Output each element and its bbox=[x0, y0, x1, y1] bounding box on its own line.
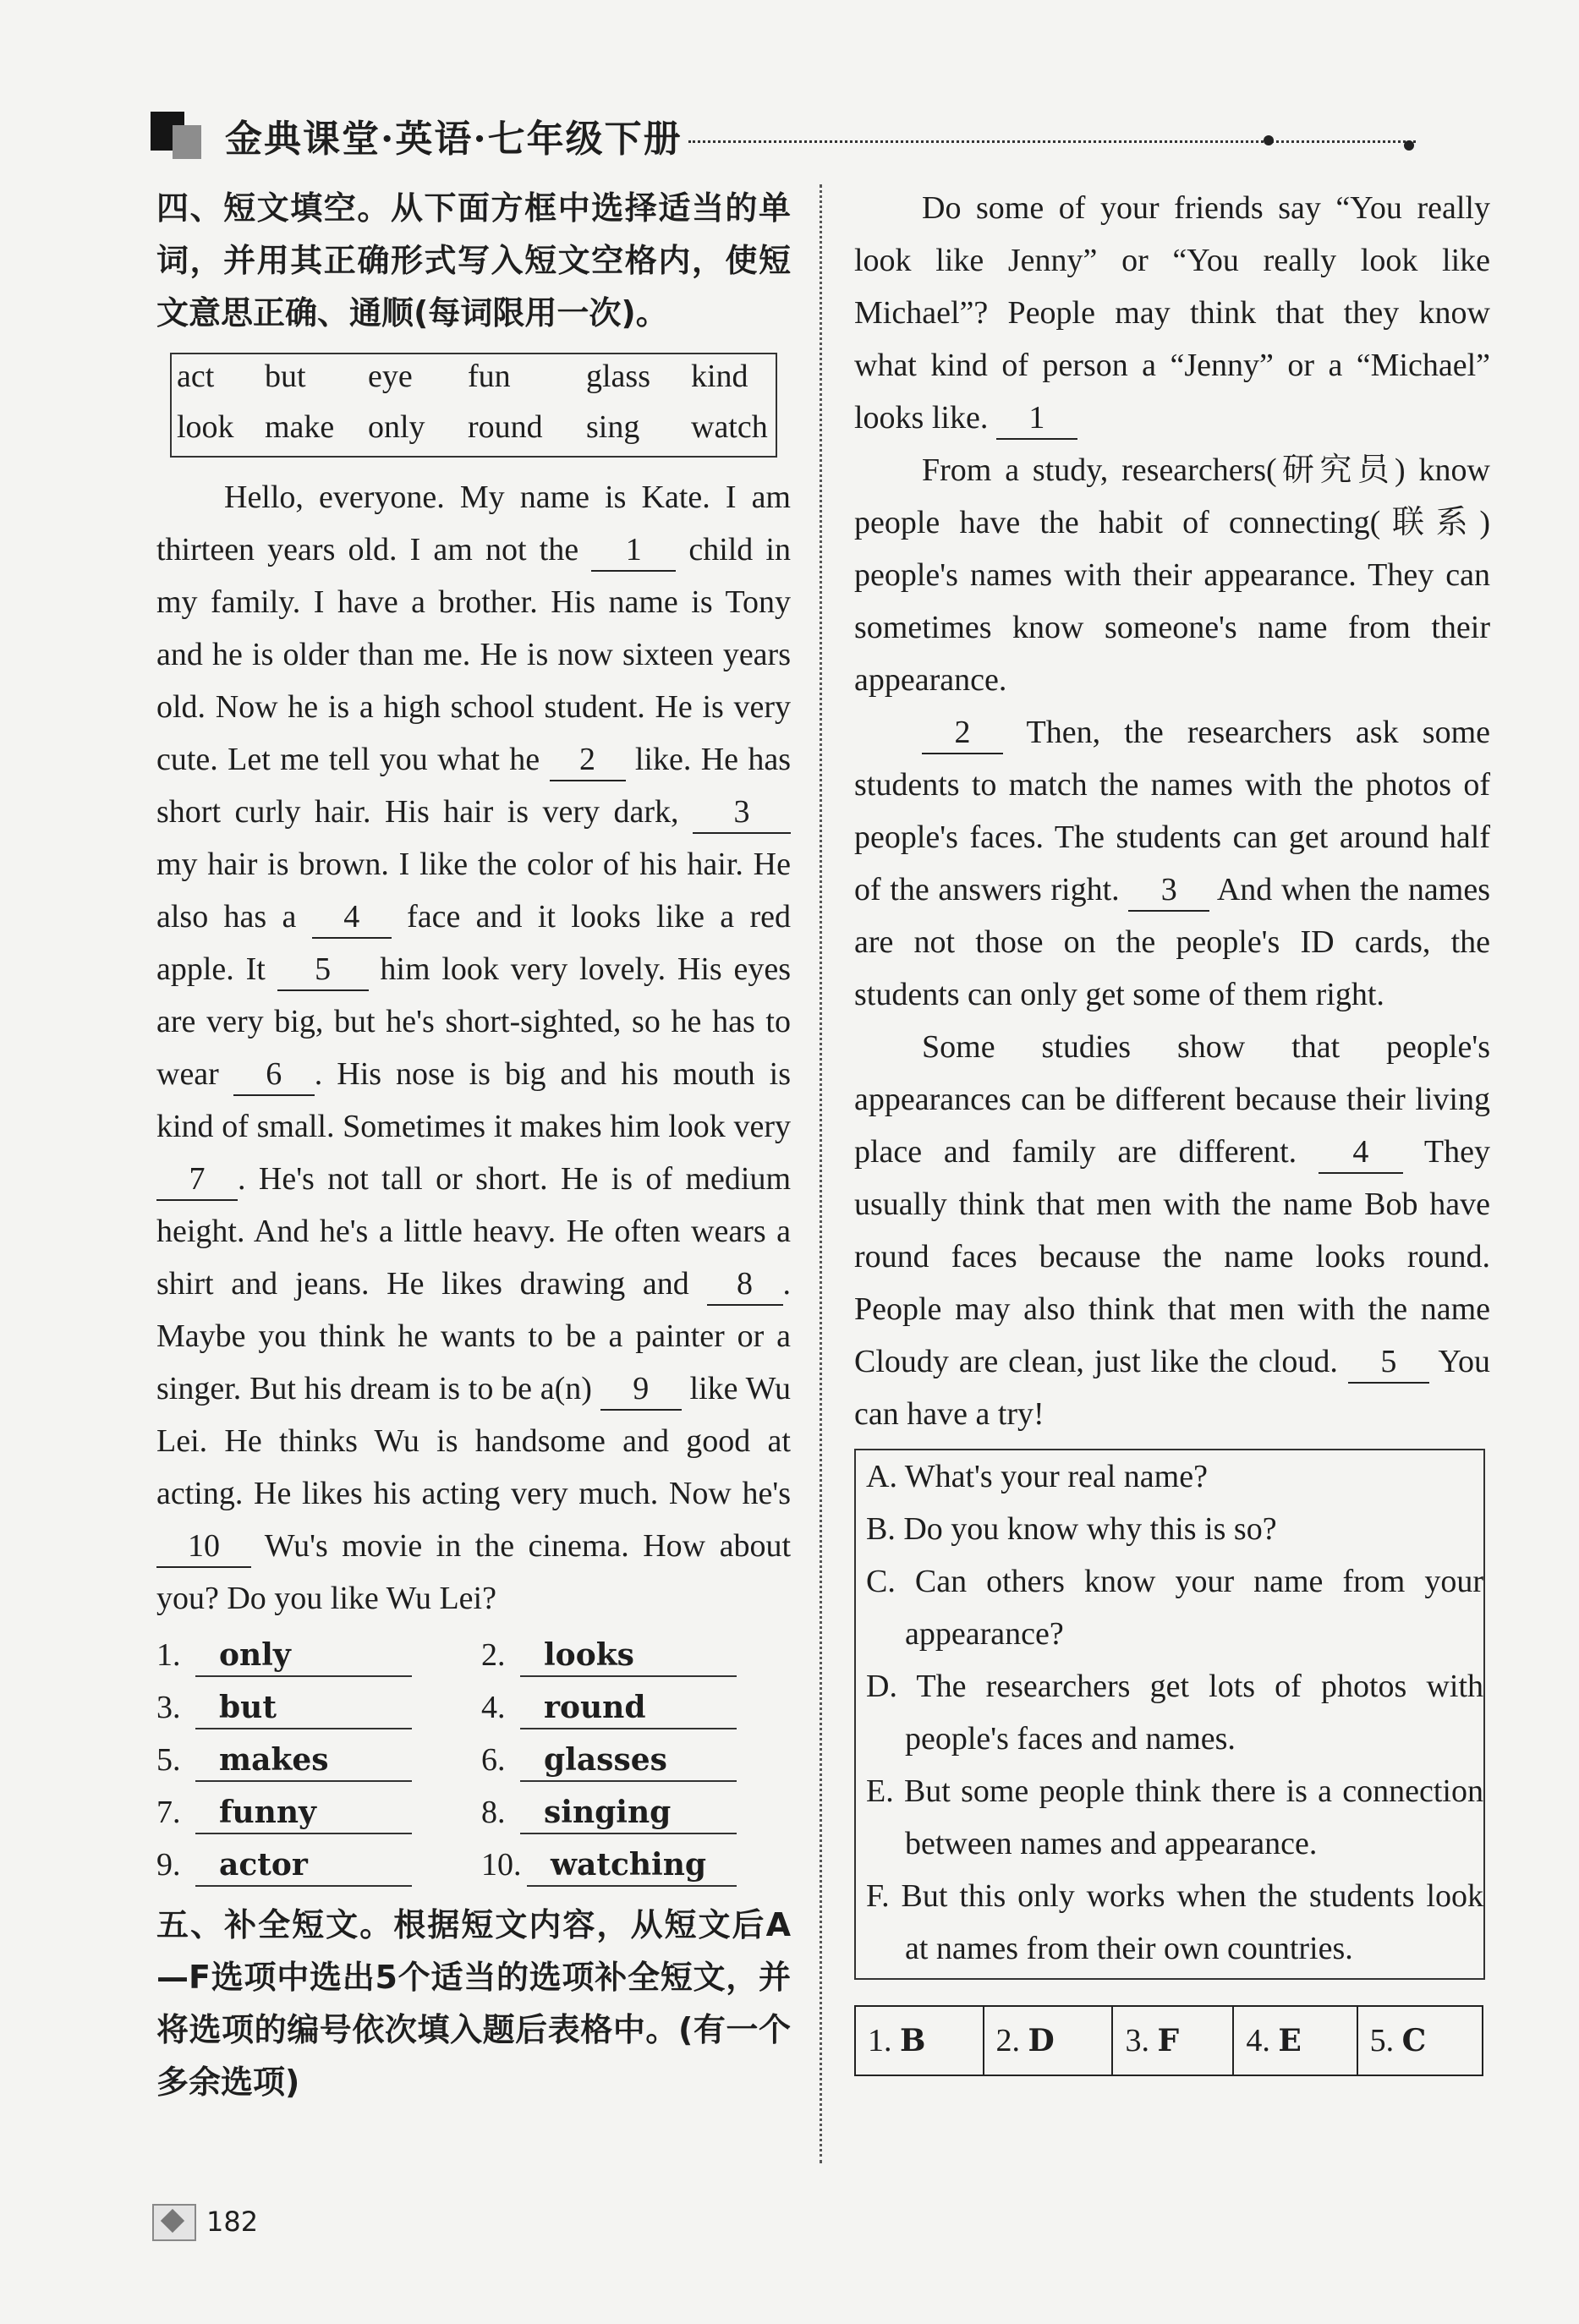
answer-3-field[interactable]: but bbox=[195, 1687, 412, 1729]
option-b: B. Do you know why this is so? bbox=[866, 1511, 1277, 1547]
answer-item: 6. glasses bbox=[481, 1735, 737, 1785]
answer-cell-1[interactable]: 1. B bbox=[855, 2006, 984, 2075]
blank-6: 6 bbox=[233, 1054, 315, 1096]
left-column bbox=[156, 182, 791, 2108]
answer-7-field[interactable]: funny bbox=[195, 1792, 412, 1834]
header-dot bbox=[1404, 140, 1414, 151]
page-header bbox=[151, 108, 1419, 167]
header-dot bbox=[1264, 135, 1274, 145]
page-number-icon bbox=[152, 2204, 196, 2241]
passage-text: Some studies show that people's appearances can be different because their living place and family are different. bbox=[854, 1029, 1490, 1170]
passage-text: like Wu Lei. He thinks Wu is handsome and good at acting. He likes his acting very much. Now he's bbox=[156, 1371, 791, 1511]
passage-text: . Maybe you think he wants to be a painter or a singer. But his dream is to be a(n) bbox=[156, 1266, 791, 1406]
answer-item: 9. actor bbox=[156, 1839, 412, 1890]
passage-text: Do some of your friends say “You really look like Jenny” or “You really look like Michael”? People may think that they know what kind of person a “Jenny” or a “Michael” looks like. bbox=[854, 190, 1490, 436]
answer-item: 8. singing bbox=[481, 1787, 737, 1838]
section5-paragraph bbox=[854, 444, 1490, 706]
answer-cell-2[interactable]: 2. D bbox=[984, 2006, 1113, 2075]
passage-text: him look very lovely. His eyes are very big, but he's short-sighted, so he has to wear bbox=[156, 951, 791, 1092]
blank-8: 8 bbox=[707, 1263, 783, 1306]
answer-item: 2. looks bbox=[481, 1630, 737, 1680]
answer-cell-5[interactable]: 5. C bbox=[1357, 2006, 1483, 2075]
blank-2: 2 bbox=[550, 739, 626, 781]
passage-text: And when the names are not those on the people's ID cards, the students can only get some of them right. bbox=[854, 872, 1490, 1012]
header-dotted-line bbox=[688, 140, 1416, 143]
passage-text: Wu's movie in the cinema. How about you? Do you like Wu Lei? bbox=[156, 1528, 791, 1616]
answer-9-field[interactable]: actor bbox=[195, 1844, 412, 1887]
blank-4: 4 bbox=[312, 896, 392, 939]
page-number: 182 bbox=[206, 2206, 259, 2238]
blank-4: 4 bbox=[1319, 1132, 1403, 1174]
answer-item: 7. funny bbox=[156, 1787, 412, 1838]
blank-5: 5 bbox=[1348, 1341, 1429, 1384]
options-box bbox=[854, 1449, 1485, 1980]
answer-row bbox=[156, 1839, 791, 1892]
answer-6-field[interactable]: glasses bbox=[520, 1740, 737, 1782]
header-logo-shadow bbox=[173, 125, 201, 159]
section5-paragraph bbox=[854, 182, 1490, 444]
column-divider bbox=[820, 184, 822, 2163]
answer-4-field[interactable]: round bbox=[520, 1687, 737, 1729]
word-box-item: but bbox=[265, 359, 306, 394]
answer-1-field[interactable]: only bbox=[195, 1635, 412, 1677]
passage-text: like. He has short curly hair. His hair is very dark, bbox=[156, 742, 792, 830]
section4-answers bbox=[156, 1630, 791, 1892]
answer-item: 1. only bbox=[156, 1630, 412, 1680]
section4-passage bbox=[156, 471, 791, 1625]
word-box-item: only bbox=[368, 409, 425, 445]
answer-row bbox=[156, 1787, 791, 1839]
blank-2: 2 bbox=[922, 712, 1003, 754]
answer-item: 5. makes bbox=[156, 1735, 412, 1785]
blank-10: 10 bbox=[156, 1526, 251, 1568]
answer-table bbox=[854, 2005, 1483, 2076]
answer-item: 3. but bbox=[156, 1682, 412, 1733]
passage-text: They usually think that men with the name Bob have round faces because the name looks round. People may also think that men with the name Cloudy are clean, just like the cloud. bbox=[854, 1134, 1490, 1379]
word-box-item: make bbox=[265, 409, 335, 445]
section4-instruction: 四、短文填空。从下面方框中选择适当的单词，并用其正确形式写入短文空格内，使短文意思正确、通顺(每词限用一次)。 bbox=[156, 189, 791, 332]
diamond-icon bbox=[161, 2209, 184, 2233]
section5-paragraph bbox=[854, 1021, 1490, 1440]
word-box-item: look bbox=[177, 409, 234, 445]
answer-row bbox=[156, 1682, 791, 1735]
answer-cell-4[interactable]: 4. E bbox=[1233, 2006, 1357, 2075]
blank-3: 3 bbox=[693, 792, 791, 834]
passage-text: . His nose is big and his mouth is kind of small. Sometimes it makes him look very bbox=[156, 1056, 791, 1144]
blank-9: 9 bbox=[600, 1368, 682, 1411]
right-column bbox=[854, 182, 1490, 2076]
word-box bbox=[170, 353, 777, 458]
answer-2-field[interactable]: looks bbox=[520, 1635, 737, 1677]
header-title: 金典课堂·英语·七年级下册 bbox=[225, 118, 683, 161]
option-c: C. Can others know your name from your appearance? bbox=[866, 1564, 1483, 1652]
passage-text: Hello, everyone. My name is Kate. I am thirteen years old. I am not the bbox=[156, 480, 791, 567]
passage-text: From a study, researchers(研究员) know people have the habit of connecting(联系) people's names with their appearance. They can sometimes know someone's name from their appearance. bbox=[854, 452, 1490, 698]
option-e: E. But some people think there is a connection between names and appearance. bbox=[866, 1773, 1483, 1861]
answer-10-field[interactable]: watching bbox=[527, 1844, 737, 1887]
passage-text: my hair is brown. I like the color of his hair. He also has a bbox=[156, 847, 791, 935]
answer-row bbox=[156, 1630, 791, 1682]
blank-7: 7 bbox=[156, 1159, 238, 1201]
answer-8-field[interactable]: singing bbox=[520, 1792, 737, 1834]
blank-3: 3 bbox=[1128, 869, 1209, 912]
answer-item: 4. round bbox=[481, 1682, 737, 1733]
passage-text: . He's not tall or short. He is of medium height. And he's a little heavy. He often wears a shirt and jeans. He likes drawing and bbox=[156, 1161, 791, 1302]
passage-text: face and it looks like a red apple. It bbox=[156, 899, 792, 987]
word-box-item: fun bbox=[468, 359, 511, 394]
option-f: F. But this only works when the students look at names from their own countries. bbox=[866, 1878, 1483, 1966]
word-box-item: act bbox=[177, 359, 215, 394]
answer-cell-3[interactable]: 3. F bbox=[1112, 2006, 1233, 2075]
option-d: D. The researchers get lots of photos with people's faces and names. bbox=[866, 1669, 1483, 1757]
word-box-item: round bbox=[468, 409, 543, 445]
answer-5-field[interactable]: makes bbox=[195, 1740, 412, 1782]
blank-1: 1 bbox=[996, 397, 1077, 440]
word-box-item: kind bbox=[691, 359, 748, 394]
word-box-item: glass bbox=[586, 359, 650, 394]
section5-instruction: 五、补全短文。根据短文内容，从短文后A—F选项中选出5个适当的选项补全短文，并将选项的编号依次填入题后表格中。(有一个多余选项) bbox=[156, 1906, 791, 2101]
option-a: A. What's your real name? bbox=[866, 1459, 1208, 1494]
word-box-item: sing bbox=[586, 409, 640, 445]
word-box-item: watch bbox=[691, 409, 768, 445]
section5-paragraph bbox=[854, 706, 1490, 1021]
blank-5: 5 bbox=[277, 949, 369, 991]
blank-1: 1 bbox=[591, 529, 676, 572]
answer-table-row bbox=[855, 2006, 1483, 2075]
answer-item: 10. watching bbox=[481, 1839, 737, 1890]
passage-text: You can have a try! bbox=[854, 1344, 1490, 1432]
passage-text: child in my family. I have a brother. His name is Tony and he is older than me. He is now sixteen years old. Now he is a high school student. He is very cute. Let me tell you what he bbox=[156, 532, 791, 777]
answer-row bbox=[156, 1735, 791, 1787]
passage-text: Then, the researchers ask some students to match the names with the photos of people's faces. The students can get around half of the answers right. bbox=[854, 715, 1490, 907]
word-box-item: eye bbox=[368, 359, 413, 394]
